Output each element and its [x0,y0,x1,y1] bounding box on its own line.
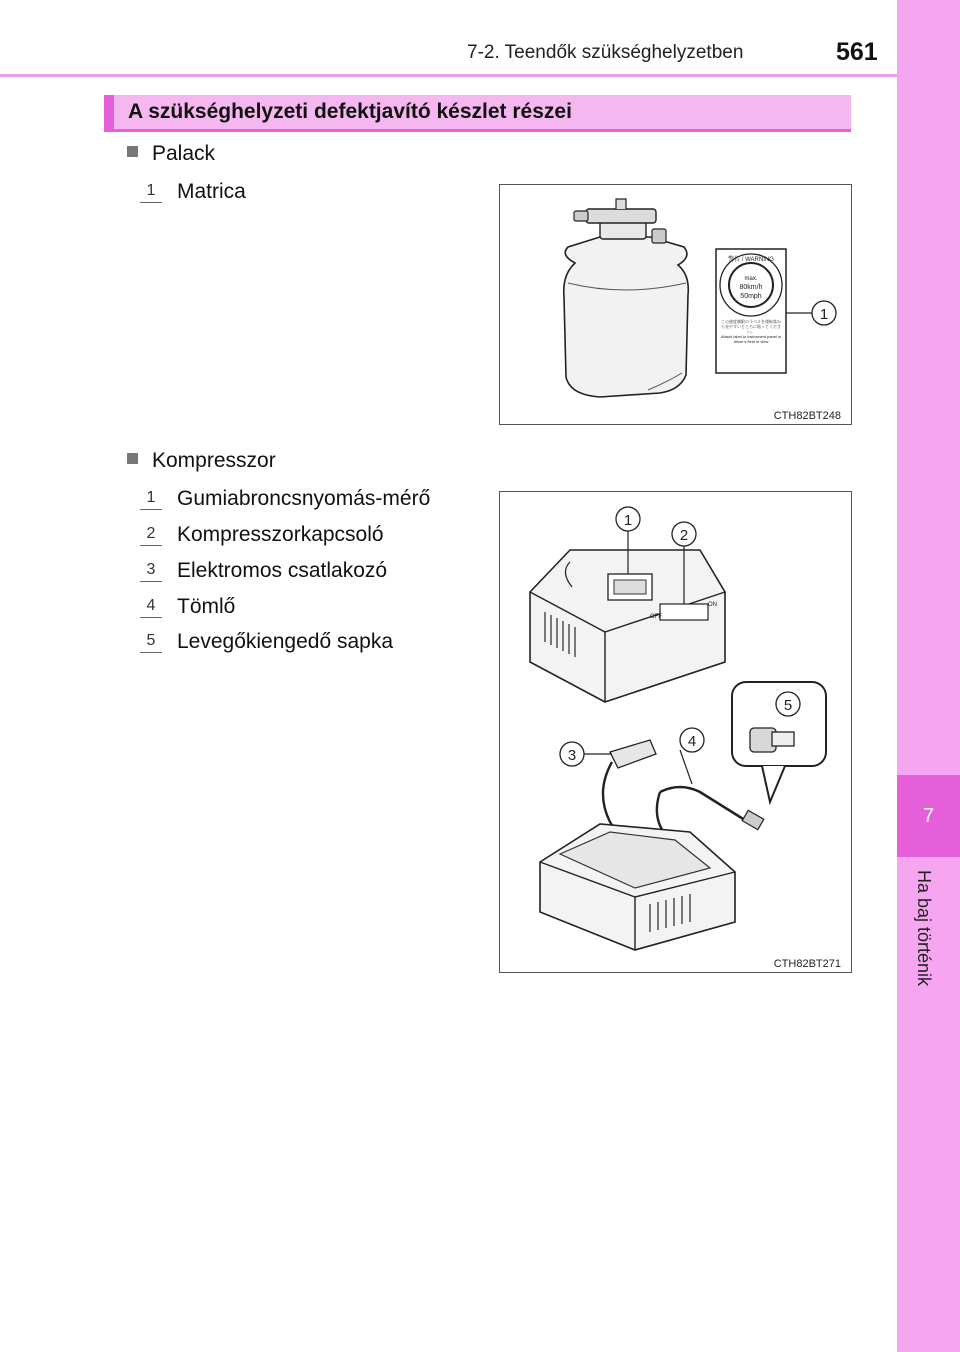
bottle-valve [586,209,656,223]
callout-number: 4 [687,733,697,750]
air-hose [660,787,748,822]
cap-inset-pointer [762,766,785,802]
page-number: 561 [836,38,878,66]
item-number: 2 [140,525,162,543]
item-label: Kompresszorkapcsoló [177,523,384,546]
bottle-body [564,229,689,397]
sticker-warning-text: 警告 / WARNING [728,257,774,263]
compressor-heading-text: Kompresszor [152,449,276,472]
callout-number: 5 [783,697,793,714]
compressor-illustration [500,492,851,972]
sticker-notes [720,319,782,371]
switch-on-label: ON [708,602,717,608]
bottle-heading [127,142,215,166]
callout-number: 3 [567,747,577,764]
callout-number: 2 [679,527,689,544]
sticker-note-jp: この速度制限のラベルを運転席から見やすいところに貼ってください。 [721,319,781,334]
switch-off-label: OFF [650,614,662,620]
section-title-bar [104,95,851,129]
gauge-display [614,580,646,594]
compressor-heading [127,449,276,473]
side-tab [897,0,960,1352]
callout-number: 1 [623,512,633,529]
bullet-square-icon [127,146,138,157]
compressor-figure [499,491,852,973]
chapter-number-badge: 7 [897,775,960,857]
bottle-heading-text: Palack [152,142,216,165]
item-number: 4 [140,597,162,615]
bullet-square-icon [127,453,138,464]
bottle-valve-left [574,211,588,221]
item-number: 1 [140,182,162,200]
item-label: Tömlő [177,595,236,618]
callout-number: 1 [819,306,829,323]
bottle-illustration [500,185,851,424]
power-plug [610,740,656,768]
figure-code: CTH82BT248 [773,410,841,422]
sticker-kmh: 80km/h [739,284,763,291]
callout-leader [680,750,692,784]
sticker-note-en: Attach label to instrument panel in driver's field of view [720,334,782,344]
item-label: Gumiabroncsnyomás-mérő [177,487,431,510]
chapter-label [897,870,960,1010]
sticker-max: max. [744,276,758,282]
bottle-handle [616,199,626,209]
item-number: 3 [140,561,162,579]
item-label: Matrica [177,180,246,203]
cap-tip [772,732,794,746]
sticker-mph: 50mph [740,293,762,300]
section-title: A szükséghelyzeti defektjavító készlet részei [128,100,572,123]
running-header: 7-2. Teendők szükséghelyzetben [467,42,744,63]
compressor-switch [660,604,708,620]
cap-inset-frame [732,682,826,766]
item-number: 5 [140,632,162,650]
bottle-figure [499,184,852,425]
figure-code: CTH82BT271 [773,958,841,970]
section-title-underline [104,129,851,132]
bottle-valve-right [652,229,666,243]
chapter-label-text: Ha baj történik [914,870,934,987]
item-number: 1 [140,489,162,507]
item-label: Levegőkiengedő sapka [177,630,394,653]
item-label: Elektromos csatlakozó [177,559,388,582]
hose-end [742,810,764,829]
header-divider [0,74,897,77]
